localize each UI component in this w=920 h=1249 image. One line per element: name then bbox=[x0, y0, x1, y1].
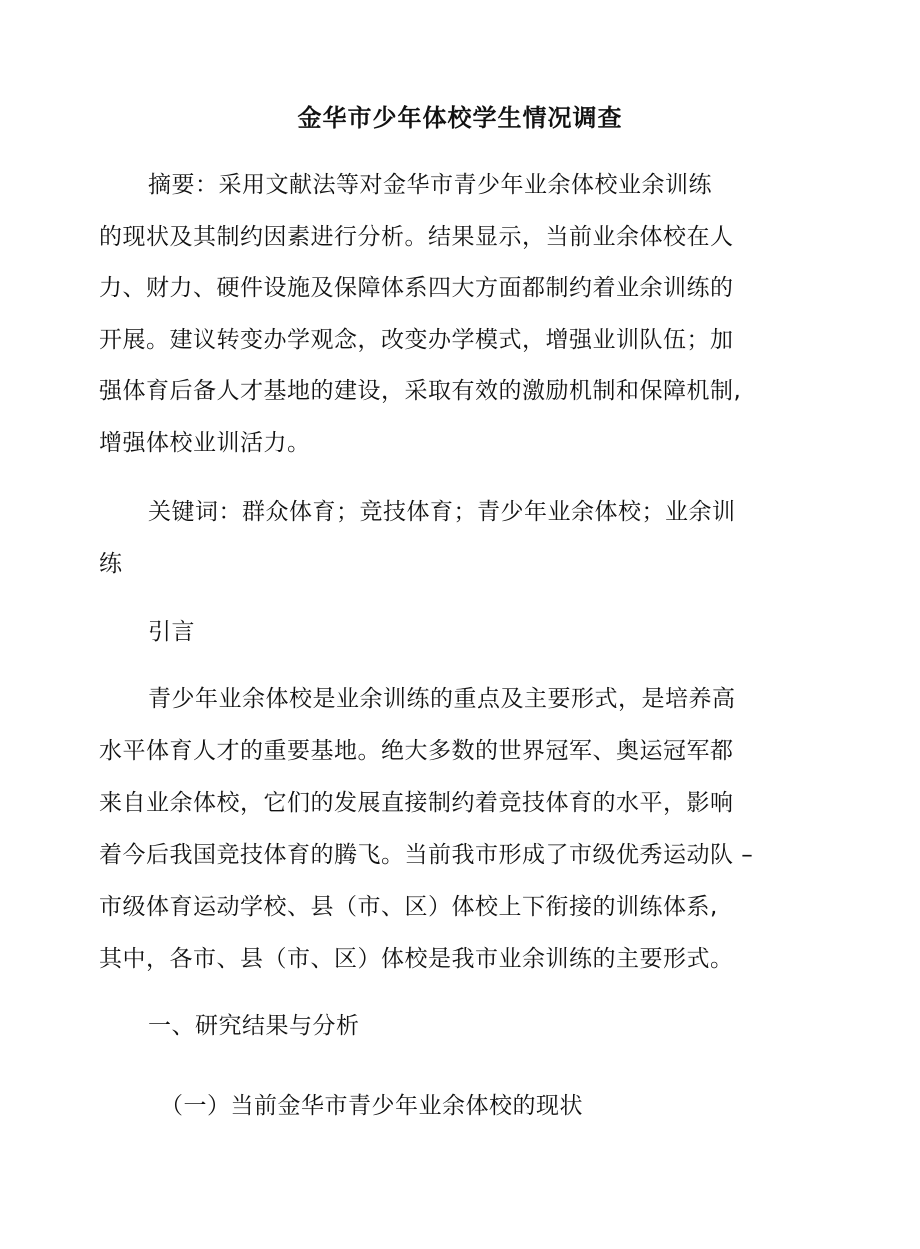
document-title: 金华市少年体校学生情况调查 bbox=[297, 104, 623, 132]
abstract-line: 开展。建议转变办学观念，改变办学模式，增强业训队伍；加 bbox=[99, 327, 734, 353]
abstract-line: 强体育后备人才基地的建设，采取有效的激励机制和保障机制, bbox=[99, 378, 742, 404]
intro-heading: 引言 bbox=[148, 619, 195, 645]
section-heading: 一、研究结果与分析 bbox=[148, 1013, 360, 1039]
abstract-line: 的现状及其制约因素进行分析。结果显示，当前业余体校在人 bbox=[99, 224, 734, 250]
intro-line: 来自业余体校，它们的发展直接制约着竞技体育的水平，影响 bbox=[99, 790, 734, 816]
intro-line: 着今后我国竞技体育的腾飞。当前我市形成了市级优秀运动队 – bbox=[99, 842, 754, 868]
abstract-line: 摘要：采用文献法等对金华市青少年业余体校业余训练 bbox=[148, 172, 712, 198]
abstract-line: 力、财力、硬件设施及保障体系四大方面都制约着业余训练的 bbox=[99, 275, 734, 301]
intro-line: 其中，各市、县（市、区）体校是我市业余训练的主要形式。 bbox=[99, 946, 734, 972]
intro-line: 水平体育人才的重要基地。绝大多数的世界冠军、奥运冠军都 bbox=[99, 738, 734, 764]
subsection-heading: （一）当前金华市青少年业余体校的现状 bbox=[160, 1093, 583, 1119]
keywords-line: 练 bbox=[99, 551, 123, 577]
intro-line: 青少年业余体校是业余训练的重点及主要形式，是培养高 bbox=[148, 686, 736, 712]
abstract-line: 增强体校业训活力。 bbox=[99, 430, 311, 456]
keywords-line: 关键词：群众体育；竞技体育；青少年业余体校；业余训 bbox=[148, 499, 736, 525]
intro-line: 市级体育运动学校、县（市、区）体校上下衔接的训练体系, bbox=[99, 894, 718, 920]
